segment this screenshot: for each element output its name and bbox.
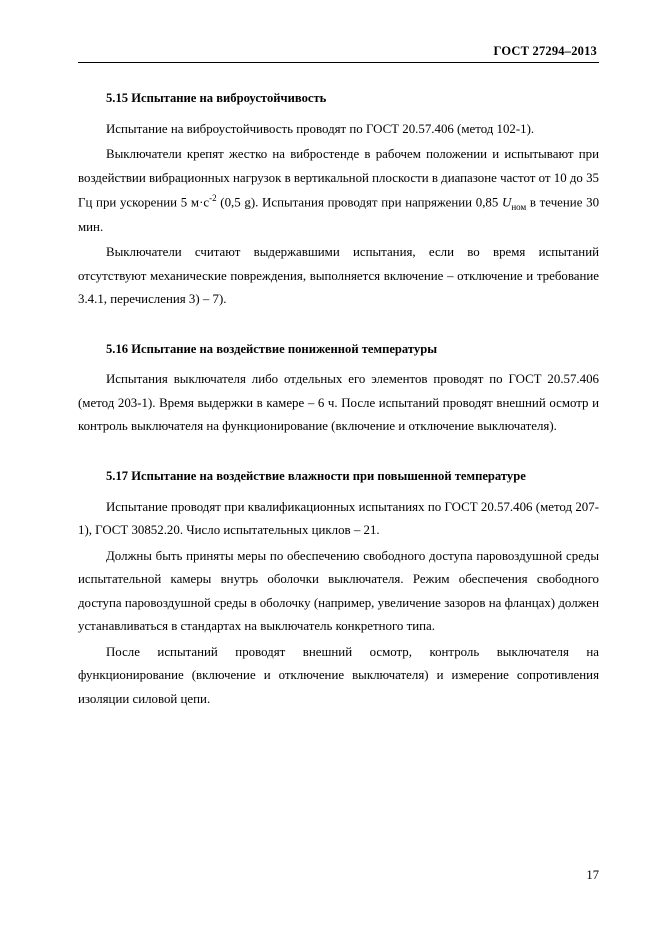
section-spacer	[78, 441, 599, 467]
document-body	[78, 89, 599, 711]
paragraph: Испытание проводят при квалификационных испытаниях по ГОСТ 20.57.406 (метод 207-1), ГОСТ 30852.20. Число испытательных циклов – 21.	[78, 499, 599, 538]
section-spacer	[78, 314, 599, 340]
header-divider	[78, 62, 599, 63]
paragraph: Испытание на виброустойчивость проводят по ГОСТ 20.57.406 (метод 102-1).	[106, 121, 535, 136]
section-heading-5-17: 5.17 Испытание на воздействие влажности при повышенной температуре	[106, 468, 526, 483]
paragraph: Испытания выключателя либо отдельных его элементов проводят по ГОСТ 20.57.406 (метод 203-1). Время выдержки в камере – 6 ч. После испытаний проводят внешний осмотр и контроль выключателя на функционирование (включение и отключение выключателя).	[78, 372, 599, 434]
page-header	[78, 44, 599, 59]
standard-reference: ГОСТ 27294–2013	[493, 44, 597, 58]
paragraph: Выключатели крепят жестко на вибростенде в рабочем положении и испытывают при воздействии вибрационных нагрузок в вертикальной плоскости в диапазоне частот от 10 до 35 Гц при ускорении 5 $м\cdot с^{-2}$ (0,5 g). Испытания проводят при напряжении 0,85 $U_{ном}$ в течение 30 мин.	[78, 147, 600, 234]
page-number: 17	[586, 868, 599, 882]
paragraph: Выключатели считают выдержавшими испытания, если во время испытаний отсутствуют механические повреждения, выполняется включение – отключение и требование 3.4.1, перечисления 3) – 7).	[78, 245, 599, 307]
section-heading-5-15: 5.15 Испытание на виброустойчивость	[106, 91, 327, 105]
paragraph: Должны быть приняты меры по обеспечению свободного доступа паровоздушной среды испытательной камеры внутрь оболочки выключателя. Режим обеспечения свободного доступа паровоздушной среды в оболочку (например, увеличение зазоров на фланцах) должен устанавливаться в стандартах на выключатель конкретного типа.	[78, 548, 599, 634]
section-heading-5-16: 5.16 Испытание на воздействие пониженной температуры	[106, 341, 438, 356]
paragraph: После испытаний проводят внешний осмотр, контроль выключателя на функционирование (включение и отключение выключателя) и измерение сопротивления изоляции силовой цепи.	[78, 644, 599, 706]
